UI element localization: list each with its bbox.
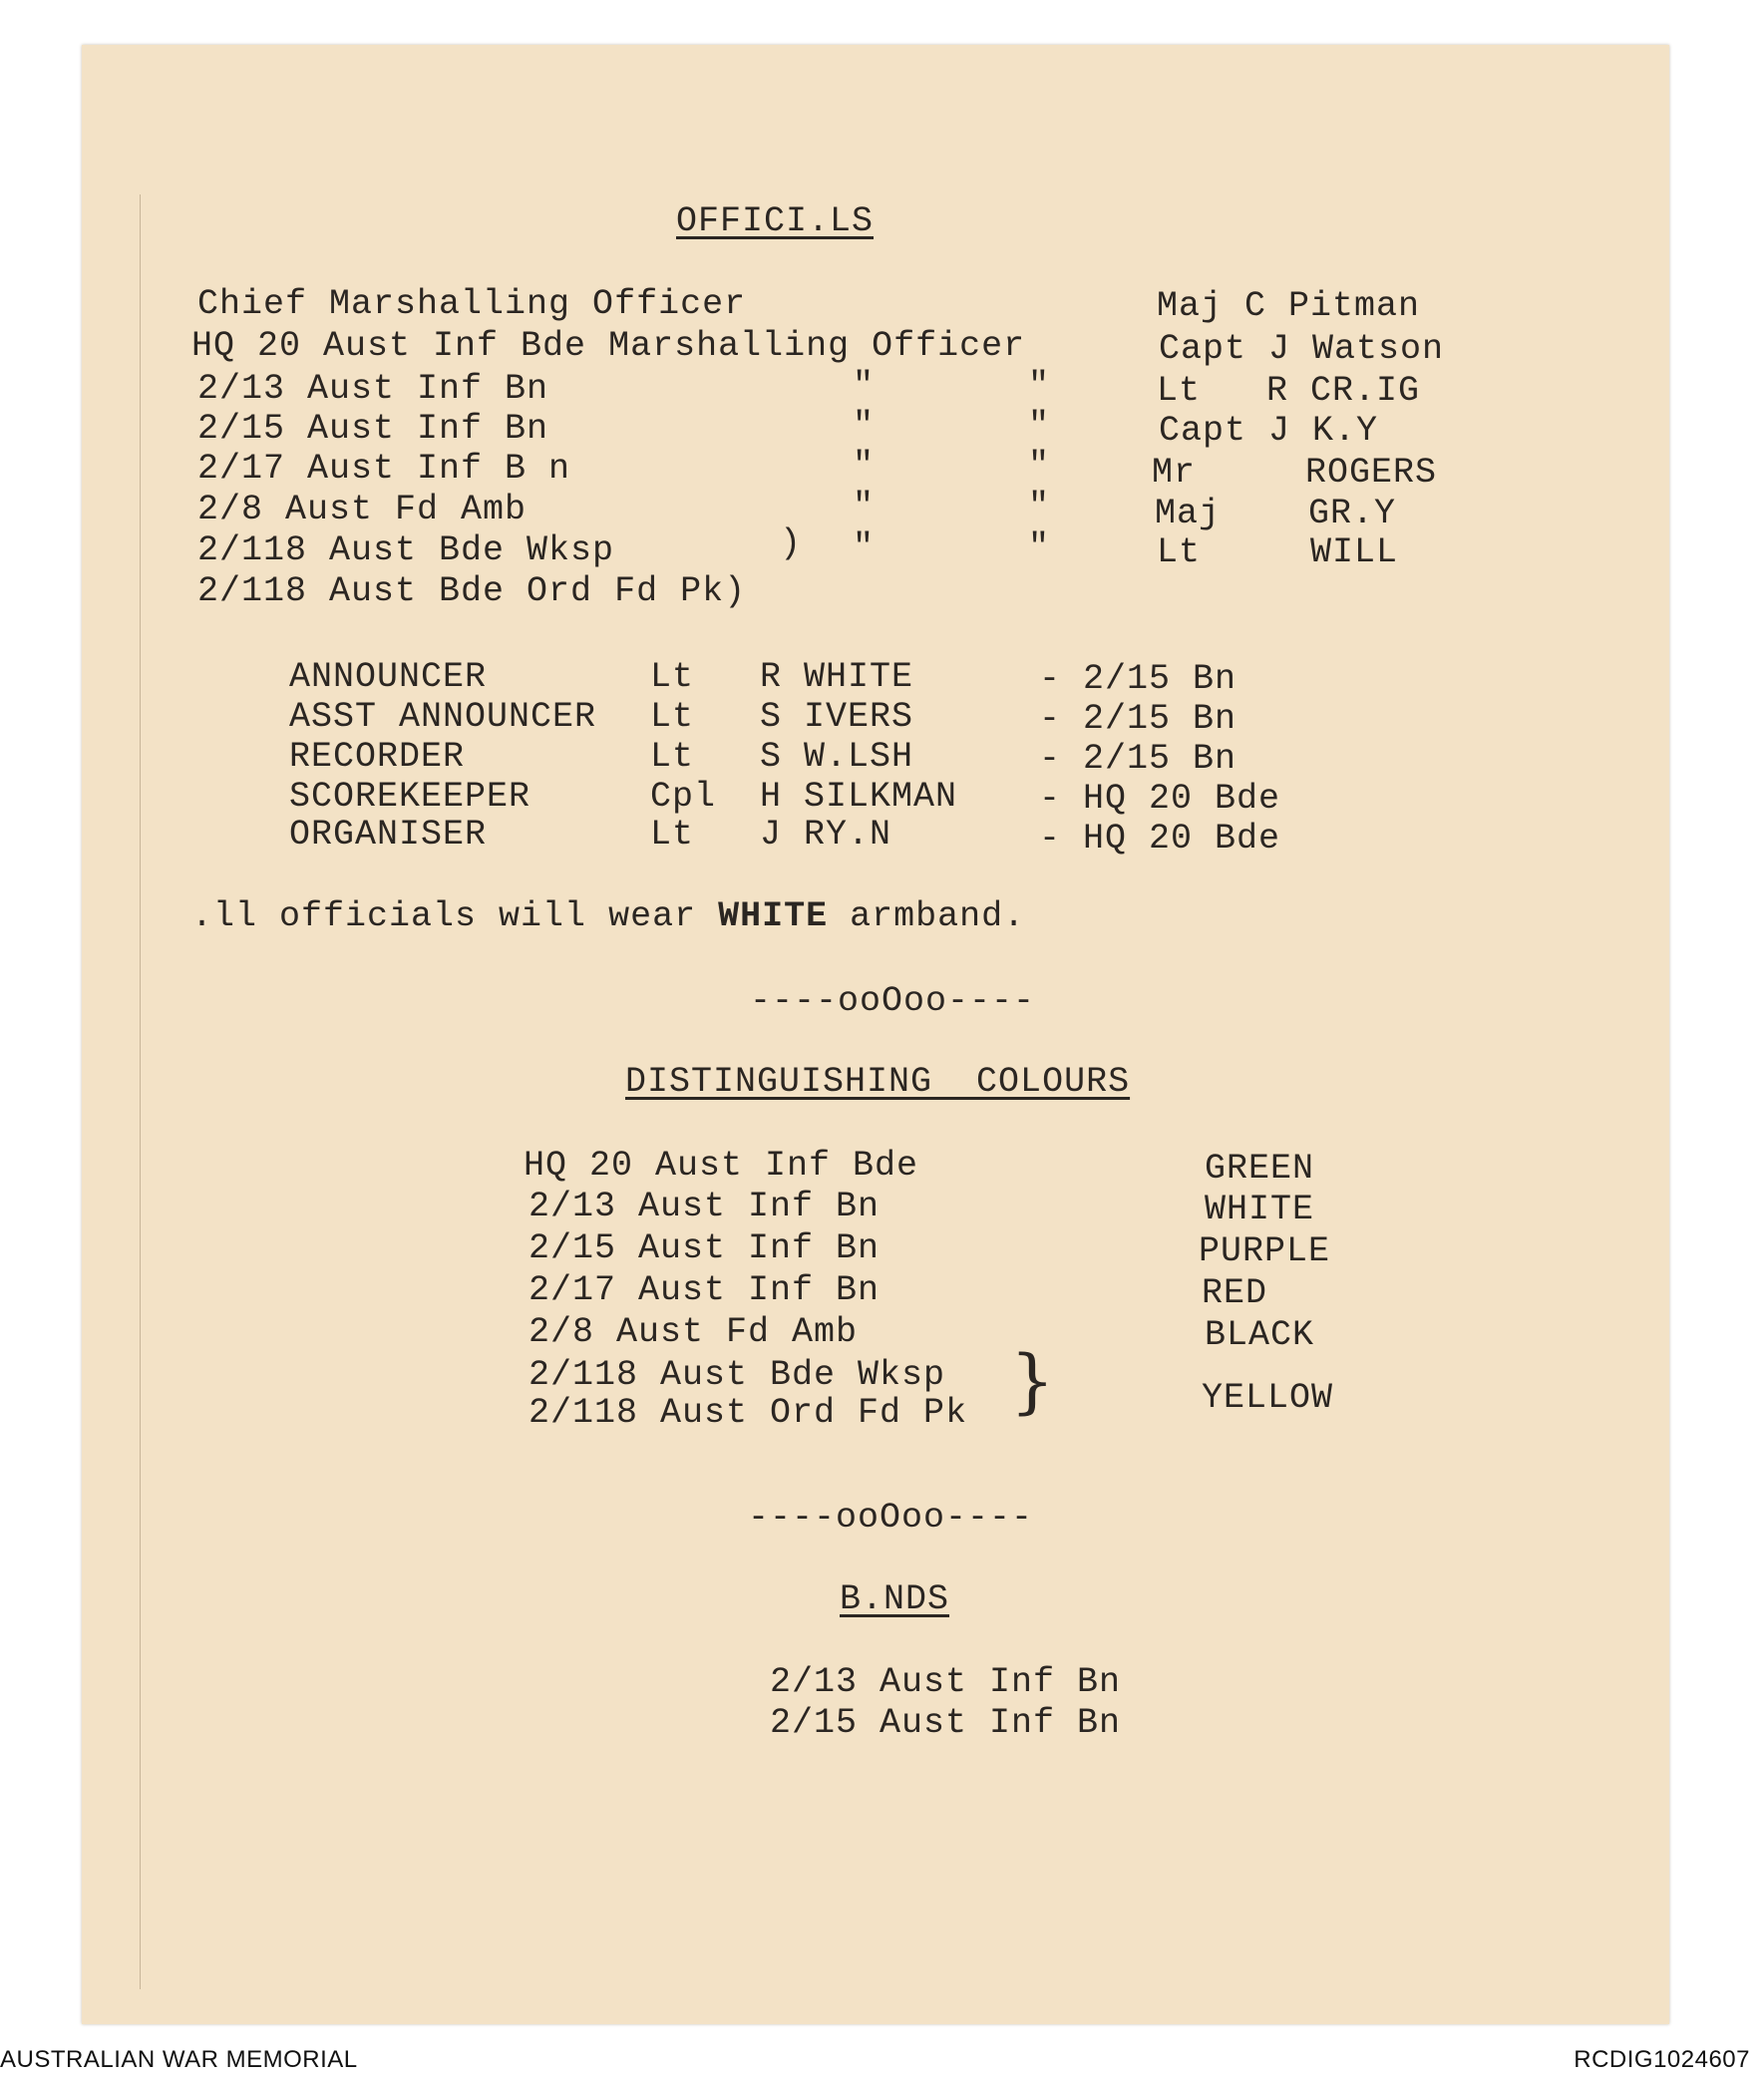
band-item: 2/13 Aust Inf Bn (770, 1662, 1122, 1702)
armband-prefix: .ll officials will wear (191, 896, 719, 936)
colour-value: GREEN (1205, 1149, 1315, 1189)
colour-unit: 2/17 Aust Inf Bn (529, 1270, 881, 1310)
official-name: Capt J K.Y (1159, 411, 1379, 451)
staff-role: ANNOUNCER (289, 657, 488, 697)
ditto-marks: " " (853, 366, 1051, 406)
official-name: Mr ROGERS (1152, 453, 1438, 493)
staff-name: Cpl H SILKMAN (650, 777, 958, 817)
official-role: HQ 20 Aust Inf Bde Marshalling Officer (191, 326, 1026, 366)
staff-name: Lt S W.LSH (650, 737, 914, 777)
armband-note (191, 896, 1026, 936)
colour-unit: 2/118 Aust Bde Wksp (529, 1355, 946, 1395)
ditto-marks: " " (853, 527, 1051, 567)
footer-record-id: RCDIG1024607 (1574, 2046, 1750, 2073)
official-name: Maj C Pitman (1157, 286, 1421, 326)
staff-unit: - 2/15 Bn (1039, 659, 1237, 699)
official-role: 2/118 Aust Bde Wksp (197, 530, 615, 570)
band-item: 2/15 Aust Inf Bn (770, 1703, 1122, 1743)
ditto-marks: " " (853, 446, 1051, 486)
staff-name: Lt S IVERS (650, 697, 914, 737)
staff-unit: - HQ 20 Bde (1039, 819, 1281, 859)
staff-unit: - 2/15 Bn (1039, 739, 1237, 779)
officials-heading: OFFICI.LS (676, 201, 875, 241)
official-name: Capt J Watson (1159, 329, 1445, 369)
colour-unit: 2/118 Aust Ord Fd Pk (529, 1393, 968, 1433)
official-name: Maj GR.Y (1155, 494, 1397, 533)
staff-role: SCOREKEEPER (289, 777, 531, 817)
colour-unit: 2/13 Aust Inf Bn (529, 1187, 881, 1226)
armband-suffix: armband. (828, 896, 1026, 936)
official-role: 2/8 Aust Fd Amb (197, 490, 528, 529)
brace-symbol: } (1010, 1340, 1056, 1422)
staff-unit: - 2/15 Bn (1039, 699, 1237, 739)
official-role: 2/17 Aust Inf B n (197, 449, 571, 489)
colour-value: PURPLE (1199, 1231, 1331, 1271)
colours-heading: DISTINGUISHING COLOURS (625, 1062, 1131, 1102)
official-name: Lt WILL (1157, 532, 1399, 572)
official-role: 2/13 Aust Inf Bn (197, 369, 549, 409)
brace-mark: ) (780, 523, 803, 563)
colour-unit: 2/15 Aust Inf Bn (529, 1228, 881, 1268)
colour-unit: 2/8 Aust Fd Amb (529, 1312, 859, 1352)
staff-name: Lt R WHITE (650, 657, 914, 697)
staff-unit: - HQ 20 Bde (1039, 779, 1281, 819)
colour-unit: HQ 20 Aust Inf Bde (524, 1146, 919, 1186)
colour-value: YELLOW (1202, 1378, 1334, 1418)
bands-heading: B.NDS (840, 1579, 950, 1619)
staff-role: ASST ANNOUNCER (289, 697, 597, 737)
official-role: 2/15 Aust Inf Bn (197, 409, 549, 449)
official-name: Lt R CR.IG (1157, 371, 1421, 411)
official-role: Chief Marshalling Officer (197, 284, 747, 324)
armband-colour: WHITE (718, 896, 829, 936)
separator: ----ooOoo---- (748, 1498, 1034, 1538)
staff-name: Lt J RY.N (650, 815, 892, 855)
staff-role: RECORDER (289, 737, 466, 777)
colour-value: RED (1202, 1273, 1268, 1313)
official-role: 2/118 Aust Bde Ord Fd Pk) (197, 571, 747, 611)
colour-value: BLACK (1205, 1315, 1315, 1355)
ditto-marks: " " (853, 406, 1051, 446)
separator: ----ooOoo---- (750, 981, 1036, 1021)
footer-institution: AUSTRALIAN WAR MEMORIAL (0, 2046, 358, 2073)
ditto-marks: " " (853, 487, 1051, 526)
staff-role: ORGANISER (289, 815, 488, 855)
colour-value: WHITE (1205, 1190, 1315, 1229)
